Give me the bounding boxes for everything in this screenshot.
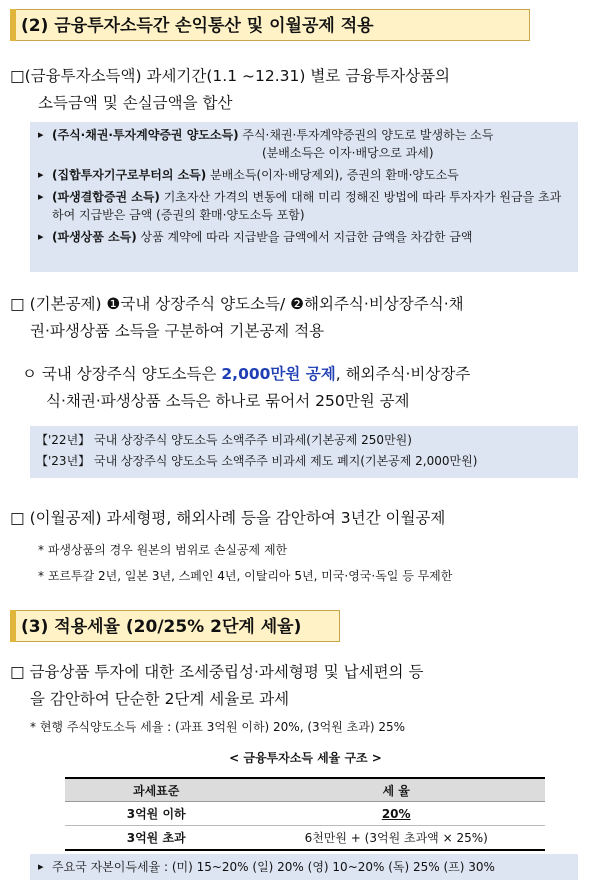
table-row: 3억원 초과 6천만원 + (3억원 초과액 × 25%)	[65, 826, 545, 851]
note: * 현행 주식양도소득 세율 : (과표 3억원 이하) 20%, (3억원 초과) 25%	[30, 720, 405, 734]
paragraph-line: □(금융투자소득액) 과세기간(1.1 ~12.31) 별로 금융투자상품의	[10, 67, 451, 85]
section2-heading: (2) 금융투자소득간 손익통산 및 이월공제 적용	[10, 9, 530, 41]
section3-heading: (3) 적용세율 (20/25% 2단계 세율)	[10, 610, 340, 642]
paragraph-tax-rate	[10, 659, 423, 713]
deduction-history-box: 【'22년】 국내 상장주식 양도소득 소액주주 비과세(기본공제 250만원) 【'23년】 국내 상장주식 양도소득 소액주주 비과세 제도 폐지(기본공제 2,000만원)	[30, 426, 578, 478]
list-item: ▸ (주식·채권·투자계약증권 양도소득) 주식·채권·투자계약증권의 양도로 발생하는 소득 (분배소득은 이자·배당으로 과세)	[38, 126, 570, 162]
note: * 파생상품의 경우 원본의 범위로 손실공제 제한	[38, 543, 288, 557]
list-item: ▸ (파생상품 소득) 상품 계약에 따라 지급받을 금액에서 지급한 금액을 차감한 금액	[38, 228, 570, 246]
table-header: 세 율	[247, 778, 545, 802]
table-row: 3억원 이하 20%	[65, 802, 545, 826]
paragraph-line: □ 금융상품 투자에 대한 조세중립성·과세형평 및 납세편의 등	[10, 663, 424, 681]
tax-rate-table	[65, 777, 545, 851]
paragraph-line: 을 감안하여 단순한 2단계 세율로 과세	[30, 690, 290, 708]
paragraph-line: □ (기본공제) ❶국내 상장주식 양도소득/ ❷해외주식·비상장주식·채	[10, 295, 464, 313]
paragraph-deduction-detail: ㅇ 국내 상장주식 양도소득은 2,000만원 공제, 해외주식·비상장주 식·채권·파생상품 소득은 하나로 묶어서 250만원 공제	[22, 365, 471, 410]
paragraph-line: 권·파생상품 소득을 구분하여 기본공제 적용	[30, 322, 325, 340]
major-countries-rates: ▸ 주요국 자본이득세율 : (미) 15~20% (일) 20% (영) 10~20% (독) 25% (프) 30%	[30, 854, 578, 880]
income-types-box	[30, 122, 578, 272]
paragraph-financial-income	[10, 63, 450, 117]
list-item: ▸ (집합투자기구로부터의 소득) 분배소득(이자·배당제외), 증권의 환매·양도소득	[38, 166, 570, 184]
paragraph-basic-deduction	[10, 291, 464, 345]
list-item: ▸ (파생결합증권 소득) 기초자산 가격의 변동에 대해 미리 정해진 방법에 따라 투자자가 원금을 초과하여 지급받은 금액 (증권의 환매·양도소득 포함)	[38, 188, 570, 224]
note: * 포르투갈 2년, 일본 3년, 스페인 4년, 이탈리아 5년, 미국·영국·독일 등 무제한	[38, 569, 453, 583]
paragraph-carryover: □ (이월공제) 과세형평, 해외사례 등을 감안하여 3년간 이월공제	[10, 509, 446, 527]
paragraph-line: 소득금액 및 손실금액을 합산	[38, 94, 233, 112]
table-header: 과세표준	[65, 778, 247, 802]
table-title: < 금융투자소득 세율 구조 >	[229, 751, 382, 765]
